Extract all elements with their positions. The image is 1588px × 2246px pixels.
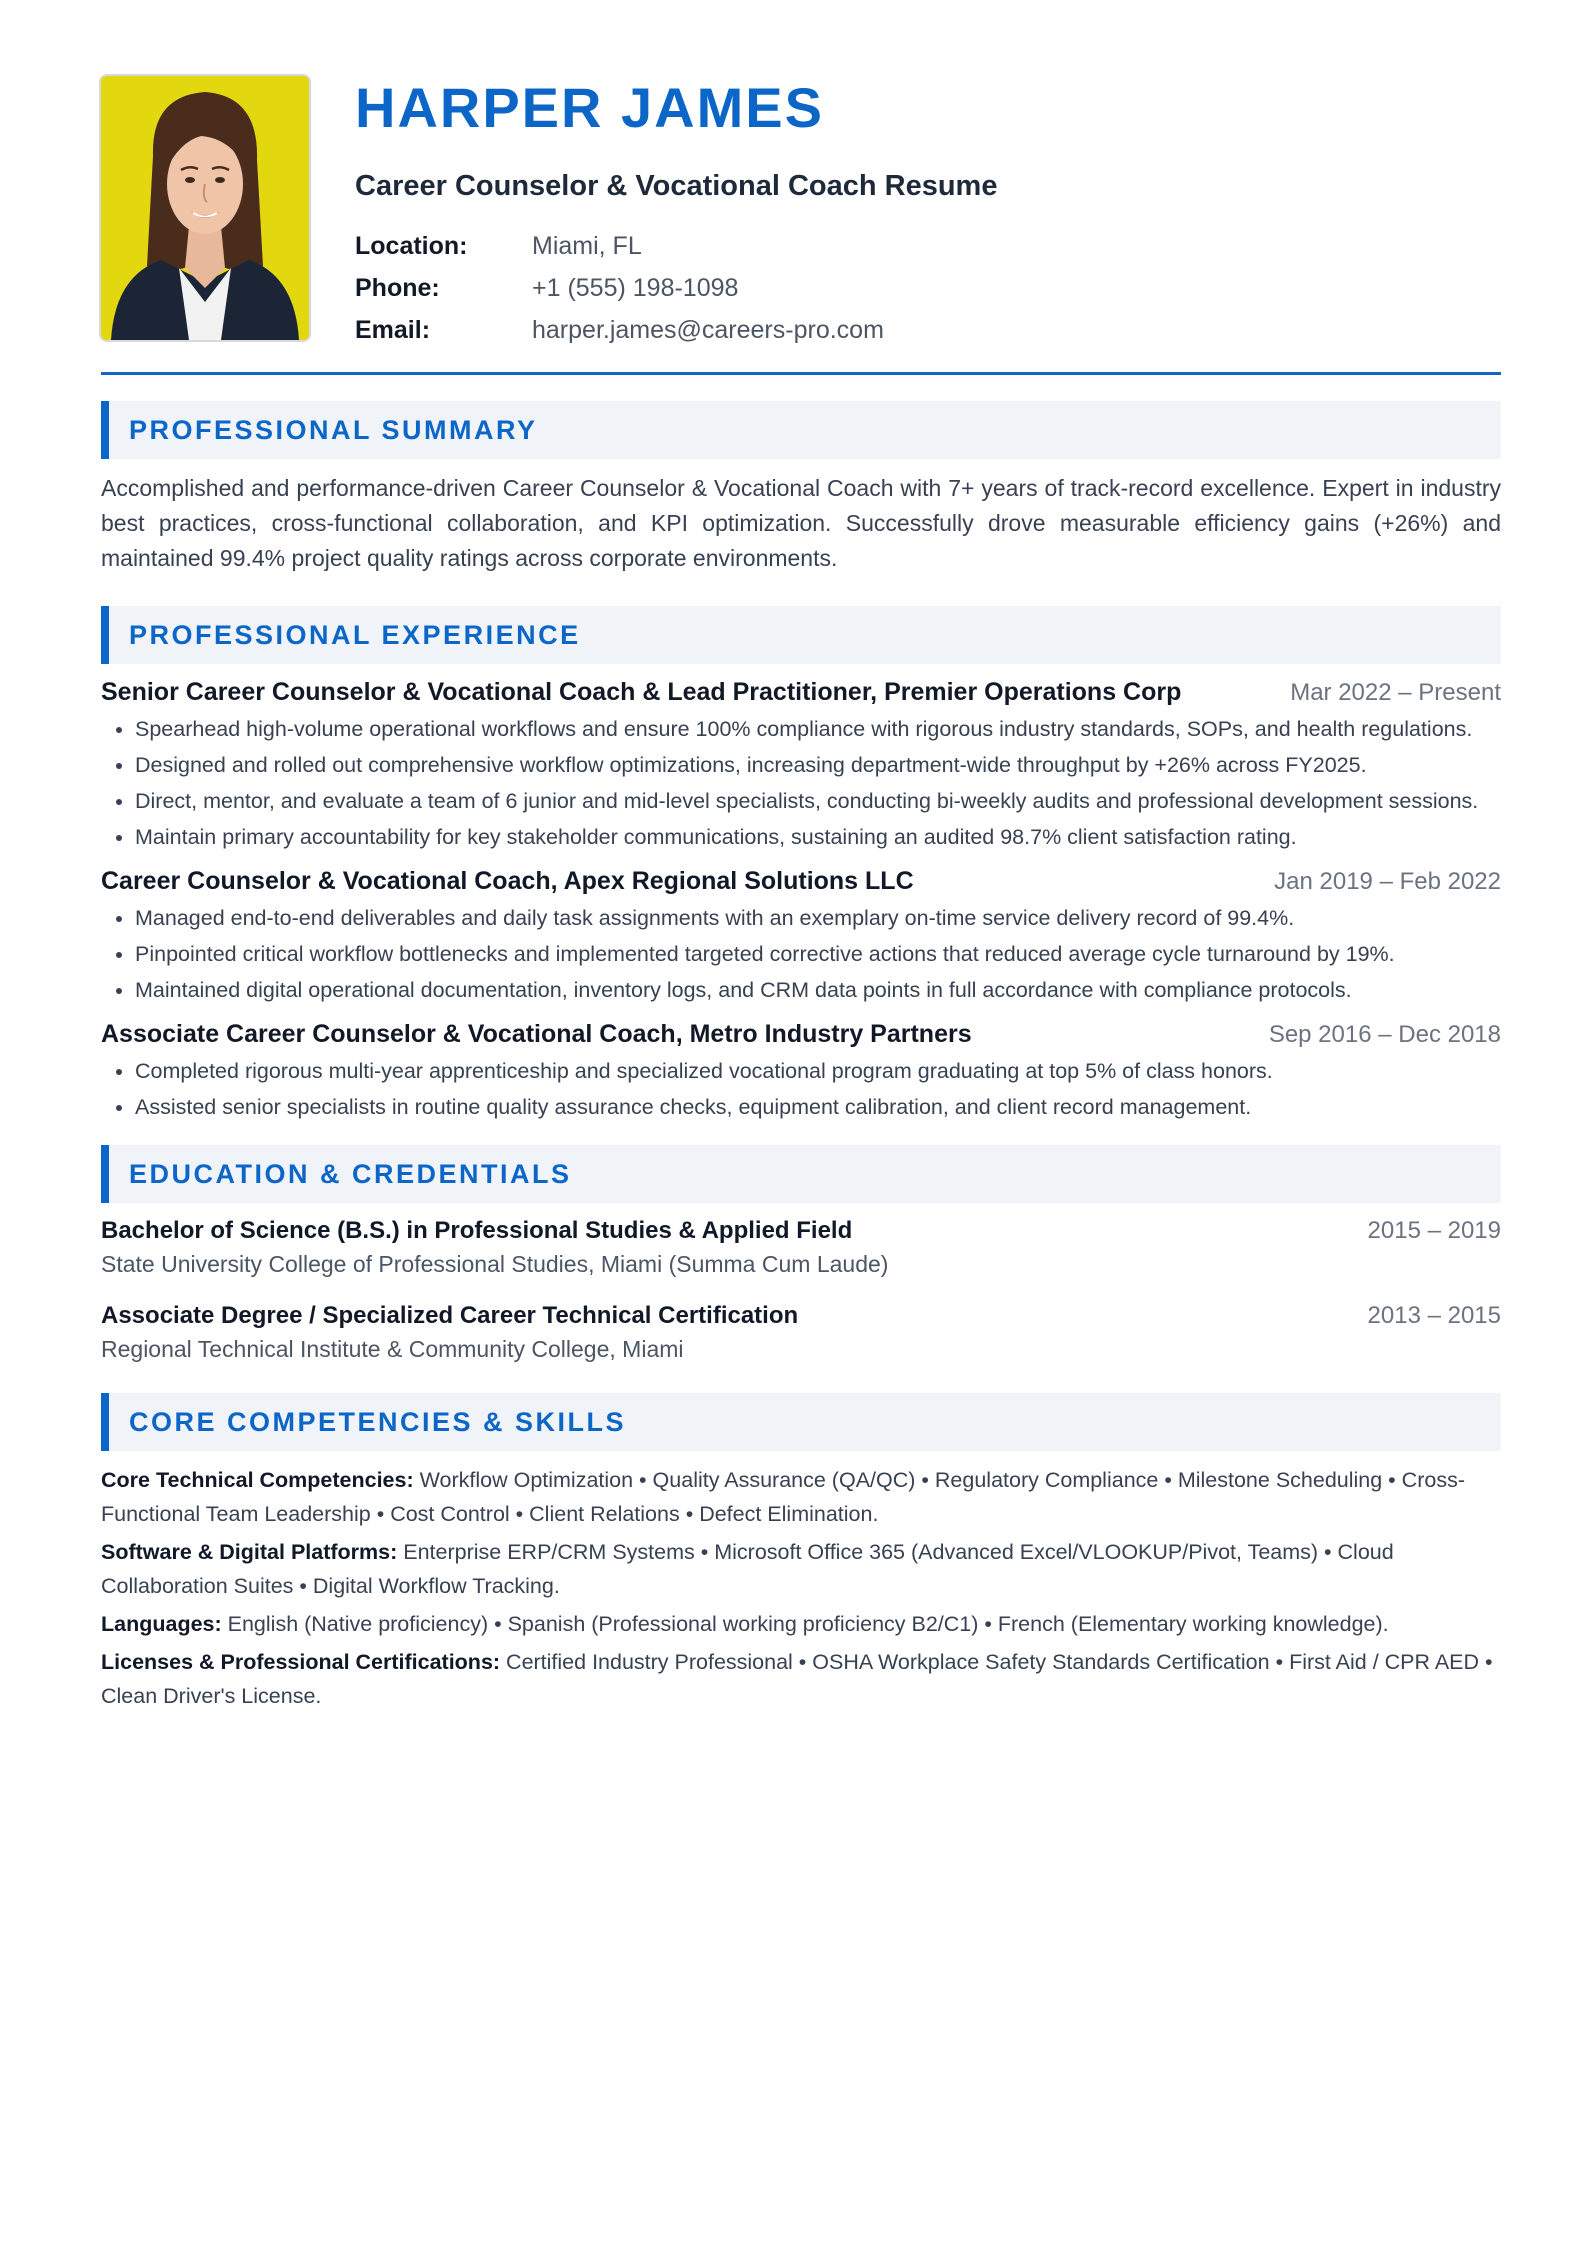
education-entry [101, 1217, 1501, 1278]
skill-group-label: Software & Digital Platforms: [101, 1540, 398, 1564]
contact-phone [355, 267, 997, 309]
education-degree: Bachelor of Science (B.S.) in Professional Studies & Applied Field [101, 1217, 853, 1244]
contact-label: Phone: [355, 274, 440, 302]
summary-section-header [101, 401, 1501, 459]
section-title: EDUCATION & CREDENTIALS [129, 1158, 572, 1189]
job-title: Senior Career Counselor & Vocational Coach & Lead Practitioner, Premier Operations Corp [101, 678, 1182, 706]
experience-section-header [101, 606, 1501, 664]
section-title: CORE COMPETENCIES & SKILLS [129, 1406, 627, 1437]
job-bullets [101, 902, 1501, 1006]
job-header [101, 867, 1501, 896]
skill-group-text: English (Native proficiency) • Spanish (Professional working proficiency B2/C1) • French (Elementary working knowledge). [221, 1612, 1389, 1636]
skill-group [101, 1645, 1501, 1713]
skill-group-label: Languages: [101, 1612, 222, 1636]
skill-group [101, 1607, 1501, 1641]
education-header [101, 1217, 1501, 1245]
job-bullet: • Assisted senior specialists in routine quality assurance checks, equipment calibration, and client record management. [135, 1091, 1501, 1123]
job-bullet: • Spearhead high-volume operational workflows and ensure 100% compliance with rigorous industry standards, SOPs, and health regulations. [135, 713, 1501, 745]
summary-text: Accomplished and performance-driven Career Counselor & Vocational Coach with 7+ years of track-record excellence. Expert in industry best practices, cross-functional collaboration, and KPI optimization. Successfully drove measurable efficiency gains (+26%) and maintained 99.4% project quality ratings across corporate environments. [101, 475, 1501, 571]
education-degree: Associate Degree / Specialized Career Technical Certification [101, 1302, 799, 1329]
skills-section-header [101, 1393, 1501, 1451]
job-bullet: • Managed end-to-end deliverables and daily task assignments with an exemplary on-time service delivery record of 99.4%. [135, 902, 1501, 934]
education-entry [101, 1302, 1501, 1363]
contact-email [355, 309, 997, 351]
skill-group-text: Certified Industry Professional • OSHA Workplace Safety Standards Certification • First Aid / CPR AED • Clean Driver's License. [101, 1650, 1493, 1708]
email-value: harper.james@careers-pro.com [532, 316, 884, 344]
job-title: Associate Career Counselor & Vocational Coach, Metro Industry Partners [101, 1020, 972, 1048]
job-bullets [101, 1055, 1501, 1123]
location-value: Miami, FL [532, 232, 642, 260]
section-title: PROFESSIONAL SUMMARY [129, 414, 538, 445]
contact-label: Email: [355, 316, 431, 344]
job-entry [101, 867, 1501, 1006]
job-bullet: • Completed rigorous multi-year apprenticeship and specialized vocational program graduating at top 5% of class honors. [135, 1055, 1501, 1087]
job-entry [101, 678, 1501, 853]
education-years: 2015 – 2019 [1367, 1217, 1501, 1244]
contact-label: Location: [355, 232, 468, 260]
job-bullet: • Maintained digital operational documentation, inventory logs, and CRM data points in full accordance with compliance protocols. [135, 974, 1501, 1006]
resume-subtitle: Career Counselor & Vocational Coach Resume [355, 170, 998, 202]
skill-group-label: Core Technical Competencies: [101, 1468, 414, 1492]
header-text [355, 76, 998, 351]
job-bullet: • Pinpointed critical workflow bottlenecks and implemented targeted corrective actions that reduced average cycle turnaround by 19%. [135, 938, 1501, 970]
skill-group-label: Licenses & Professional Certifications: [101, 1650, 501, 1674]
job-entry [101, 1020, 1501, 1123]
resume-header [101, 0, 1501, 375]
education-school: State University College of Professional Studies, Miami (Summa Cum Laude) [101, 1251, 889, 1277]
profile-photo [101, 76, 309, 340]
job-bullet: • Maintain primary accountability for key stakeholder communications, sustaining an audited 98.7% client satisfaction rating. [135, 821, 1501, 853]
job-dates: Sep 2016 – Dec 2018 [1268, 1021, 1501, 1048]
skill-group [101, 1535, 1501, 1603]
education-section-header [101, 1145, 1501, 1203]
contact-location [355, 225, 997, 267]
phone-value: +1 (555) 198-1098 [532, 274, 739, 302]
job-bullet: • Designed and rolled out comprehensive workflow optimizations, increasing department-wide throughput by +26% across FY2025. [135, 749, 1501, 781]
job-title: Career Counselor & Vocational Coach, Apex Regional Solutions LLC [101, 867, 914, 895]
skills-list [101, 1463, 1501, 1713]
job-dates: Jan 2019 – Feb 2022 [1274, 868, 1501, 895]
skill-group-text: Workflow Optimization • Quality Assurance (QA/QC) • Regulatory Compliance • Milestone Scheduling • Cross-Functional Team Leadership • Cost Control • Client Relations • Defect Elimination. [101, 1468, 1465, 1526]
job-header [101, 1020, 1501, 1049]
education-header [101, 1302, 1501, 1330]
job-bullets [101, 713, 1501, 853]
job-header [101, 678, 1501, 707]
job-bullet: • Direct, mentor, and evaluate a team of 6 junior and mid-level specialists, conducting bi-weekly audits and professional development sessions. [135, 785, 1501, 817]
section-title: PROFESSIONAL EXPERIENCE [129, 619, 581, 650]
candidate-name: HARPER JAMES [355, 76, 824, 139]
skill-group-text: Enterprise ERP/CRM Systems • Microsoft Office 365 (Advanced Excel/VLOOKUP/Pivot, Teams) • Cloud Collaboration Suites • Digital Workflow Tracking. [101, 1540, 1394, 1598]
resume-page [101, 0, 1501, 1717]
job-dates: Mar 2022 – Present [1290, 679, 1501, 706]
education-school: Regional Technical Institute & Community College, Miami [101, 1336, 684, 1362]
contact-info [355, 225, 997, 351]
education-years: 2013 – 2015 [1367, 1302, 1501, 1329]
skill-group [101, 1463, 1501, 1531]
